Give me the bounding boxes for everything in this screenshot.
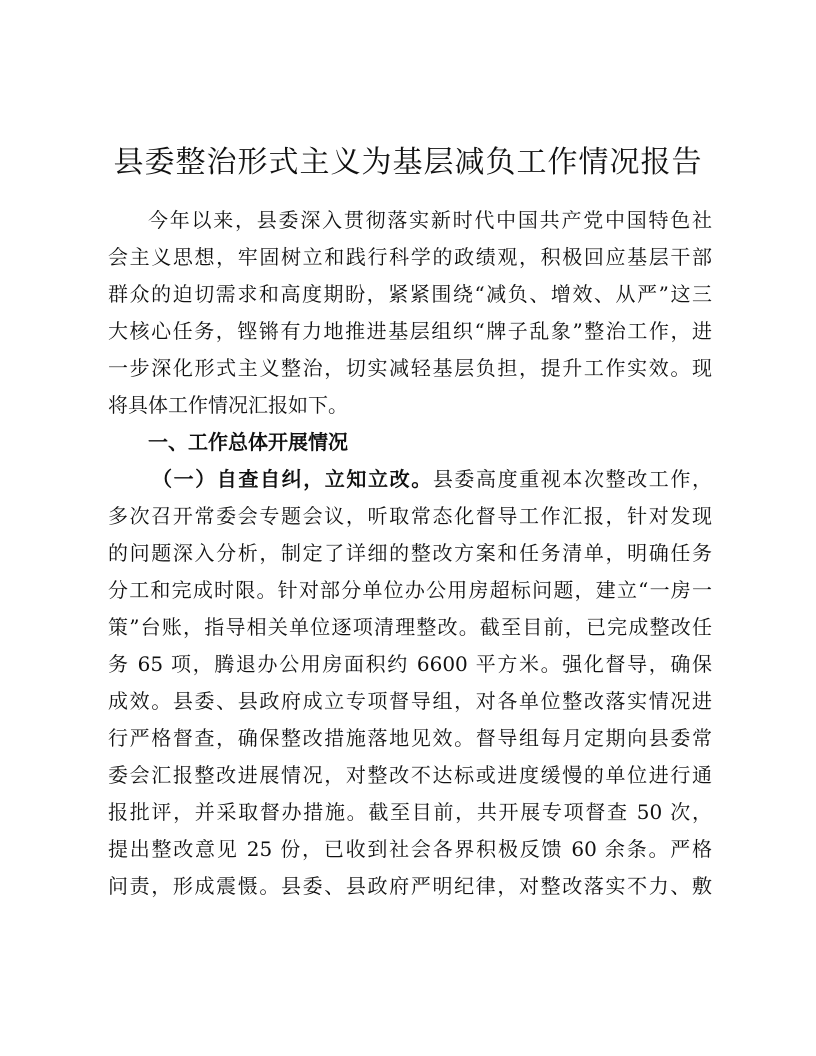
document-title: 县委整治形式主义为基层减负工作情况报告 <box>113 145 703 180</box>
body-line: 多次召开常委会专题会议，听取常态化督导工作汇报，针对发现 <box>108 504 712 528</box>
body-line: 委会汇报整改进展情况，对整改不达标或进度缓慢的单位进行通 <box>108 763 712 787</box>
intro-line: 群众的迫切需求和高度期盼，紧紧围绕“减负、增效、从严”这三 <box>108 282 712 306</box>
body-line: 成效。县委、县政府成立专项督导组，对各单位整改落实情况进 <box>108 689 712 713</box>
intro-line: 一步深化形式主义整治，切实减轻基层负担，提升工作实效。现 <box>108 356 712 380</box>
body-line: 行严格督查，确保整改措施落地见效。督导组每月定期向县委常 <box>108 726 712 750</box>
intro-line: 会主义思想，牢固树立和践行科学的政绩观，积极回应基层干部 <box>108 245 712 269</box>
body-line: 的问题深入分析，制定了详细的整改方案和任务清单，明确任务 <box>108 541 712 565</box>
body-line: 务 65 项，腾退办公用房面积约 6600 平方米。强化督导，确保 <box>108 652 712 676</box>
body-line: 分工和完成时限。针对部分单位办公用房超标问题，建立“一房一 <box>108 578 712 602</box>
body-line: 策”台账，指导相关单位逐项清理整改。截至目前，已完成整改任 <box>108 615 712 639</box>
subsection-text: 县委高度重视本次整改工作， <box>432 467 713 491</box>
section-heading: 一、工作总体开展情况 <box>148 430 348 454</box>
subsection-heading: （一）自查自纠，立知立改。 <box>152 467 433 491</box>
intro-line: 今年以来，县委深入贯彻落实新时代中国共产党中国特色社 <box>148 208 712 232</box>
intro-line: 大核心任务，铿锵有力地推进基层组织“牌子乱象”整治工作，进 <box>108 319 712 343</box>
body-line: 提出整改意见 25 份，已收到社会各界积极反馈 60 余条。严格 <box>108 837 712 861</box>
intro-line: 将具体工作情况汇报如下。 <box>108 393 348 417</box>
subsection-first-line <box>152 462 712 496</box>
body-line: 问责，形成震慑。县委、县政府严明纪律，对整改落实不力、敷 <box>108 874 712 898</box>
body-line: 报批评，并采取督办措施。截至目前，共开展专项督查 50 次， <box>108 800 712 824</box>
